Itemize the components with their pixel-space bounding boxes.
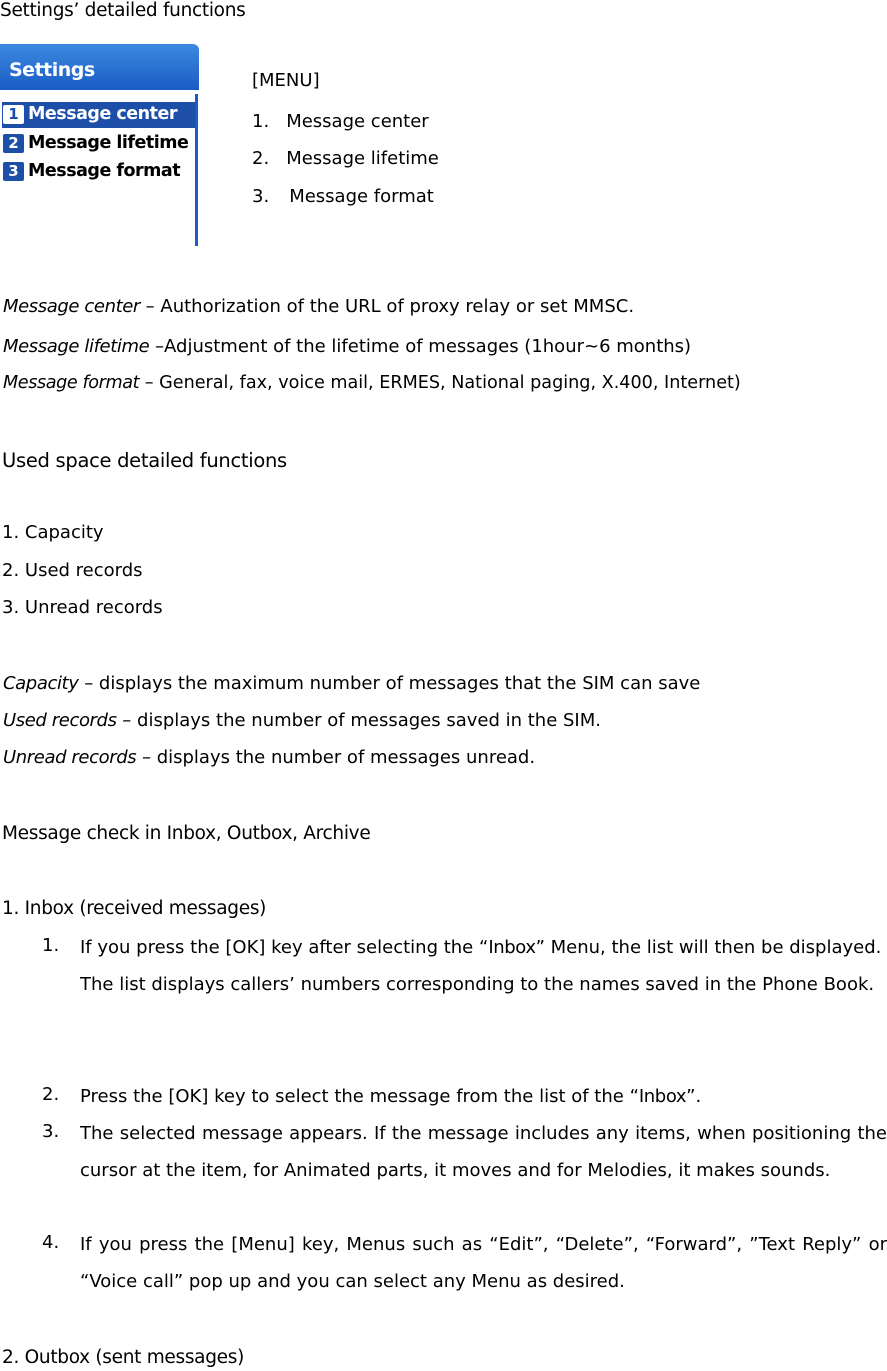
step-number: 1. <box>42 935 60 956</box>
phone-menu-item-message-lifetime[interactable] <box>2 131 198 157</box>
phone-title-bar <box>0 44 199 90</box>
used-space-heading: Used space detailed functions <box>2 449 287 472</box>
definition-line: Message format – General, fax, voice mail, ERMES, National paging, X.400, Internet) <box>3 373 741 393</box>
definition-line: Capacity – displays the maximum number of messages that the SIM can save <box>3 673 701 694</box>
phone-menu-item-message-format[interactable] <box>2 159 198 185</box>
settings-heading: Settings’ detailed functions <box>0 0 246 21</box>
step-number: 3. <box>42 1121 60 1142</box>
definition-line: Message center – Authorization of the URL of proxy relay or set MMSC. <box>3 296 635 317</box>
menu-list-item: 2. Message lifetime <box>252 148 439 169</box>
step-text: Press the [OK] key to select the message from the list of the “Inbox”. <box>80 1086 702 1107</box>
definition-line: Message lifetime –Adjustment of the lifetime of messages (1hour~6 months) <box>3 336 692 357</box>
list-item: 1. Capacity <box>2 522 104 543</box>
message-check-heading: Message check in Inbox, Outbox, Archive <box>2 823 371 844</box>
menu-list-item: 1. Message center <box>252 111 429 132</box>
definition-line: Unread records – displays the number of messages unread. <box>3 747 536 768</box>
phone-scrollbar <box>195 94 198 246</box>
definition-line: Used records – displays the number of messages saved in the SIM. <box>3 710 601 731</box>
phone-settings-screen <box>0 44 200 246</box>
outbox-subheading: 2. Outbox (sent messages) <box>2 1347 244 1368</box>
number-3-icon: 3 <box>3 162 24 181</box>
phone-title: Settings <box>9 59 95 81</box>
phone-menu-item-label: Message lifetime <box>28 133 189 153</box>
step-text: If you press the [Menu] key, Menus such as “Edit”, “Delete”, “Forward”, ”Text Reply” or “Voice call” pop up and you can select any Menu as desired. <box>80 1234 887 1292</box>
menu-list-item: 3. Message format <box>252 186 434 207</box>
step-number: 2. <box>42 1084 60 1105</box>
step-text: The selected message appears. If the message includes any items, when positioning the cursor at the item, for Animated parts, it moves and for Melodies, it makes sounds. <box>80 1123 887 1181</box>
step-number: 4. <box>42 1232 60 1253</box>
number-2-icon: 2 <box>3 134 24 153</box>
list-item: 3. Unread records <box>2 597 163 618</box>
phone-menu-item-label: Message format <box>28 161 181 181</box>
phone-menu-item-label: Message center <box>28 104 177 124</box>
menu-label: [MENU] <box>252 70 320 91</box>
step-text: If you press the [OK] key after selecting the “Inbox” Menu, the list will then be displayed. The list displays callers’ numbers corresponding to the names saved in the Phone Book. <box>80 937 882 995</box>
list-item: 2. Used records <box>2 560 143 581</box>
inbox-subheading: 1. Inbox (received messages) <box>2 898 267 919</box>
number-1-icon: 1 <box>3 105 24 124</box>
phone-menu-item-message-center[interactable] <box>2 102 198 128</box>
